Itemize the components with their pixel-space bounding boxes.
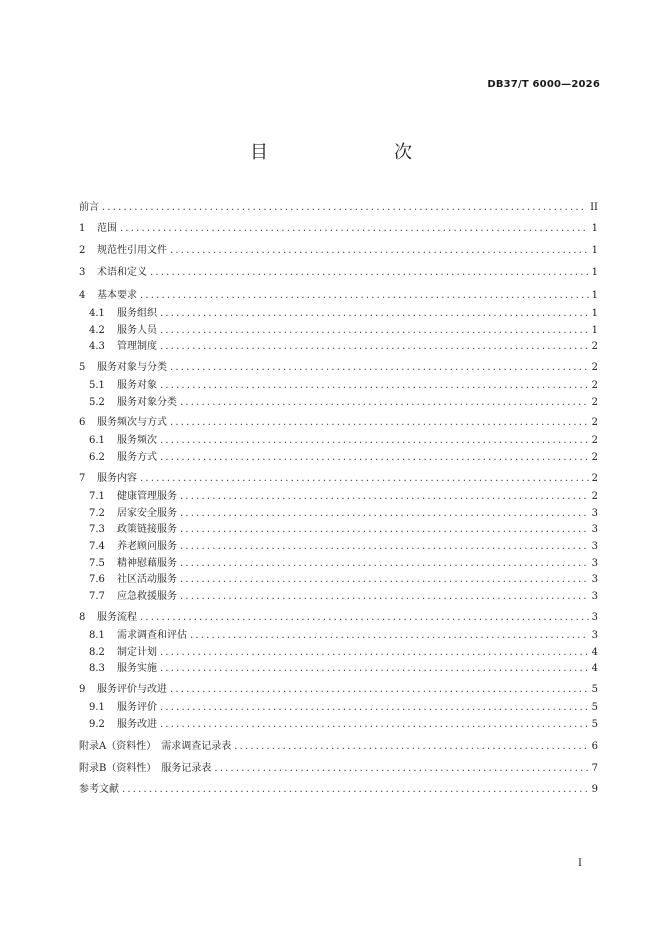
toc-entry-number: 6.1 — [89, 435, 105, 446]
toc-leader-dots — [160, 432, 589, 450]
toc-entry[interactable] — [79, 738, 598, 756]
toc-entry-label: 服务对象分类 — [117, 397, 177, 408]
toc-entry-label: 精神慰藉服务 — [117, 558, 177, 569]
toc-entry-number: 7 — [79, 473, 86, 484]
toc-leader-dots — [180, 521, 589, 539]
toc-entry-label: 服务内容 — [97, 473, 137, 484]
toc-entry-number: 7.6 — [89, 574, 105, 585]
toc-entry-page: 1 — [591, 308, 598, 319]
toc-leader-dots — [170, 359, 589, 377]
toc-entry[interactable] — [79, 609, 598, 627]
toc-leader-dots — [160, 305, 589, 323]
toc-entry-label: 健康管理服务 — [117, 491, 177, 502]
toc-entry-page: 5 — [591, 702, 598, 713]
toc-entry-number: 4 — [79, 290, 86, 301]
toc-leader-dots — [140, 470, 589, 488]
toc-entry-number: 5.1 — [89, 380, 105, 391]
toc-leader-dots — [180, 488, 589, 506]
toc-leader-dots — [170, 414, 589, 432]
toc-entry-page: 3 — [591, 630, 598, 641]
toc-entry-number: 7.4 — [89, 541, 105, 552]
toc-entry[interactable] — [79, 488, 598, 506]
toc-entry[interactable] — [79, 432, 598, 450]
toc-entry-label: 附录A（资料性） 需求调查记录表 — [79, 741, 232, 752]
toc-entry-label: 应急救援服务 — [117, 591, 177, 602]
toc-leader-dots — [160, 449, 589, 467]
toc-leader-dots — [180, 588, 589, 606]
toc-entry-number: 7.5 — [89, 558, 105, 569]
toc-leader-dots — [140, 609, 589, 627]
toc-entry-page: II — [590, 202, 598, 213]
toc-entry-label: 服务评价与改进 — [97, 684, 167, 695]
toc-entry-page: 2 — [591, 397, 598, 408]
toc-leader-dots — [120, 220, 589, 238]
page-title: 目 次 — [250, 142, 442, 163]
toc-entry-label: 养老顾问服务 — [117, 541, 177, 552]
toc-entry[interactable] — [79, 627, 598, 645]
toc-entry-page: 3 — [591, 574, 598, 585]
toc-entry[interactable] — [79, 699, 598, 717]
toc-entry-number: 6.2 — [89, 452, 105, 463]
toc-leader-dots — [170, 242, 589, 260]
toc-entry-page: 6 — [591, 741, 598, 752]
toc-entry-page: 7 — [591, 763, 598, 774]
toc-entry-label: 服务对象 — [117, 380, 157, 391]
toc-entry-page: 3 — [591, 541, 598, 552]
document-code: DB37/T 6000—2026 — [487, 79, 600, 90]
toc-entry-page: 1 — [591, 267, 598, 278]
toc-entry[interactable] — [79, 338, 598, 356]
toc-leader-dots — [170, 681, 589, 699]
page-number: I — [578, 858, 582, 869]
toc-entry-page: 3 — [591, 524, 598, 535]
toc-entry-page: 3 — [591, 591, 598, 602]
toc-entry[interactable] — [79, 470, 598, 488]
toc-entry-page: 2 — [591, 473, 598, 484]
toc-entry[interactable] — [79, 681, 598, 699]
toc-entry[interactable] — [79, 242, 598, 260]
toc-entry-page: 1 — [591, 245, 598, 256]
toc-entry-page: 4 — [591, 663, 598, 674]
toc-entry[interactable] — [79, 449, 598, 467]
toc-leader-dots — [160, 699, 589, 717]
toc-entry-page: 3 — [591, 558, 598, 569]
toc-leader-dots — [214, 760, 588, 778]
toc-entry-label: 服务频次与方式 — [97, 417, 167, 428]
toc-entry-page: 2 — [591, 491, 598, 502]
toc-leader-dots — [122, 781, 589, 799]
toc-entry[interactable] — [79, 571, 598, 589]
toc-entry-number: 2 — [79, 245, 86, 256]
toc-entry-page: 5 — [591, 719, 598, 730]
toc-entry-page: 4 — [591, 647, 598, 658]
toc-leader-dots — [160, 338, 589, 356]
toc-entry-number: 3 — [79, 267, 86, 278]
toc-entry-label: 政策链接服务 — [117, 524, 177, 535]
toc-entry-number: 5 — [79, 362, 86, 373]
toc-entry-label: 社区活动服务 — [117, 574, 177, 585]
toc-entry-page: 2 — [591, 417, 598, 428]
toc-entry[interactable] — [79, 394, 598, 412]
toc-entry-label: 附录B（资料性） 服务记录表 — [79, 763, 212, 774]
toc-entry-page: 1 — [591, 223, 598, 234]
toc-leader-dots — [180, 571, 589, 589]
toc-entry-number: 7.3 — [89, 524, 105, 535]
toc-entry-number: 8.2 — [89, 647, 105, 658]
toc-entry[interactable] — [79, 521, 598, 539]
toc-entry[interactable] — [79, 264, 598, 282]
toc-entry-page: 3 — [591, 612, 598, 623]
toc-entry-number: 7.2 — [89, 508, 105, 519]
toc-entry-page: 2 — [591, 341, 598, 352]
toc-entry-page: 2 — [591, 380, 598, 391]
toc-leader-dots — [160, 660, 589, 678]
toc-entry-label: 制定计划 — [117, 647, 157, 658]
toc-entry-label: 服务方式 — [117, 452, 157, 463]
toc-entry-label: 服务流程 — [97, 612, 137, 623]
toc-entry-page: 1 — [591, 325, 598, 336]
toc-entry-number: 4.1 — [89, 308, 105, 319]
toc-entry-label: 服务评价 — [117, 702, 157, 713]
toc-entry-label: 基本要求 — [97, 290, 137, 301]
toc-entry-number: 4.3 — [89, 341, 105, 352]
toc-entry-label: 管理制度 — [117, 341, 157, 352]
toc-entry-page: 5 — [591, 684, 598, 695]
toc-entry-label: 参考文献 — [79, 784, 119, 795]
toc-entry-number: 7.7 — [89, 591, 105, 602]
toc-leader-dots — [180, 538, 589, 556]
toc-entry-label: 服务组织 — [117, 308, 157, 319]
toc-entry-number: 6 — [79, 417, 86, 428]
toc-entry-page: 2 — [591, 435, 598, 446]
toc-entry-label: 需求调查和评估 — [117, 630, 187, 641]
toc-entry-label: 服务频次 — [117, 435, 157, 446]
toc-entry[interactable] — [79, 538, 598, 556]
toc-entry-label: 术语和定义 — [97, 267, 147, 278]
toc-entry-page: 9 — [591, 784, 598, 795]
toc-entry-number: 8 — [79, 612, 86, 623]
toc-entry[interactable] — [79, 359, 598, 377]
toc-entry-label: 居家安全服务 — [117, 508, 177, 519]
toc-entry[interactable] — [79, 760, 598, 778]
toc-entry-number: 4.2 — [89, 325, 105, 336]
toc-entry[interactable] — [79, 414, 598, 432]
toc-entry-number: 7.1 — [89, 491, 105, 502]
toc-entry-label: 服务人员 — [117, 325, 157, 336]
toc-leader-dots — [150, 264, 589, 282]
toc-entry[interactable] — [79, 588, 598, 606]
toc-entry-number: 1 — [79, 223, 86, 234]
toc-entry[interactable] — [79, 781, 598, 799]
toc-entry-label: 服务实施 — [117, 663, 157, 674]
toc-entry-number: 8.1 — [89, 630, 105, 641]
toc-entry-number: 9.2 — [89, 719, 105, 730]
toc-entry-page: 1 — [591, 290, 598, 301]
toc-entry-page: 3 — [591, 508, 598, 519]
toc-leader-dots — [190, 627, 589, 645]
toc-entry-number: 5.2 — [89, 397, 105, 408]
toc-entry-label: 服务对象与分类 — [97, 362, 167, 373]
toc-entry[interactable] — [79, 220, 598, 238]
toc-entry-label: 规范性引用文件 — [97, 245, 167, 256]
toc-leader-dots — [180, 394, 589, 412]
toc-entry-page: 2 — [591, 452, 598, 463]
toc-entry[interactable] — [79, 377, 598, 395]
toc-leader-dots — [140, 287, 589, 305]
toc-entry[interactable] — [79, 660, 598, 678]
toc-entry-label: 范围 — [97, 223, 117, 234]
toc-entry-number: 9 — [79, 684, 86, 695]
toc-entry[interactable] — [79, 305, 598, 323]
toc-entry-number: 9.1 — [89, 702, 105, 713]
toc-entry-label: 前言 — [79, 202, 99, 213]
toc-entry-label: 服务改进 — [117, 719, 157, 730]
toc-entry[interactable] — [79, 716, 598, 734]
toc-entry-number: 8.3 — [89, 663, 105, 674]
toc-leader-dots — [160, 377, 589, 395]
toc-leader-dots — [160, 716, 589, 734]
toc-entry[interactable] — [79, 287, 598, 305]
toc-leader-dots — [102, 199, 587, 217]
toc-leader-dots — [234, 738, 588, 756]
toc-entry[interactable] — [79, 199, 598, 217]
toc-entry-page: 2 — [591, 362, 598, 373]
